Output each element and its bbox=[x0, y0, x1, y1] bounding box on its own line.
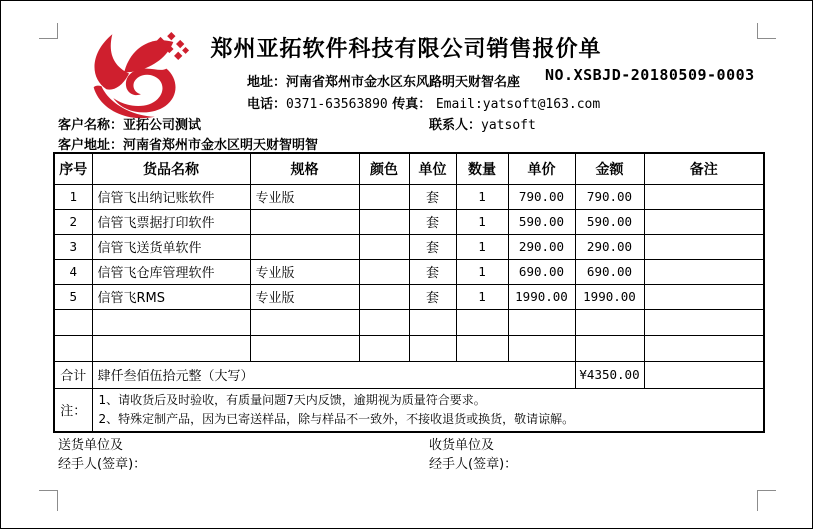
cell-price: 790.00 bbox=[508, 184, 575, 209]
address-label: 地址： bbox=[247, 75, 287, 90]
cell-amount: 790.00 bbox=[575, 184, 644, 209]
phone-label: 电话： bbox=[247, 97, 287, 112]
cell-unit: 套 bbox=[409, 234, 456, 259]
cell-qty: 1 bbox=[456, 184, 508, 209]
total-row bbox=[54, 361, 764, 388]
cell-name: 信管飞仓库管理软件 bbox=[92, 259, 250, 284]
cell-spec: 专业版 bbox=[250, 184, 359, 209]
notes-row bbox=[54, 388, 764, 432]
table-row-empty bbox=[54, 309, 764, 335]
company-phone-line bbox=[247, 93, 600, 112]
address-value: 河南省郑州市金水区东风路明天财智名座 bbox=[286, 75, 521, 90]
cell-spec bbox=[250, 234, 359, 259]
col-header-price: 单价 bbox=[508, 153, 575, 184]
cell-unit: 套 bbox=[409, 284, 456, 309]
sender-handler-label: 经手人(签章)： bbox=[58, 456, 147, 472]
cell-amount bbox=[575, 335, 644, 361]
cell-amount bbox=[575, 309, 644, 335]
email-value: Email:yatsoft@163.com bbox=[435, 97, 601, 112]
cell-remark bbox=[644, 234, 764, 259]
table-header-row bbox=[54, 153, 764, 184]
table-row bbox=[54, 259, 764, 284]
contact-value: yatsoft bbox=[481, 118, 536, 133]
table-row bbox=[54, 284, 764, 309]
total-remark bbox=[644, 361, 764, 388]
cell-color bbox=[359, 309, 409, 335]
cell-amount: 1990.00 bbox=[575, 284, 644, 309]
col-header-spec: 规格 bbox=[250, 153, 359, 184]
cell-price: 690.00 bbox=[508, 259, 575, 284]
cell-index: 4 bbox=[54, 259, 92, 284]
total-in-words: 肆仟叁佰伍拾元整（大写） bbox=[92, 361, 575, 388]
sender-signature-block bbox=[58, 437, 146, 475]
col-header-color: 颜色 bbox=[359, 153, 409, 184]
crop-mark-top-left bbox=[39, 23, 58, 39]
cell-color bbox=[359, 335, 409, 361]
cell-qty bbox=[456, 335, 508, 361]
cell-unit bbox=[409, 309, 456, 335]
crop-mark-top-right bbox=[757, 23, 776, 39]
cell-color bbox=[359, 209, 409, 234]
cell-index bbox=[54, 309, 92, 335]
cell-name: 信管飞票据打印软件 bbox=[92, 209, 250, 234]
cell-amount: 290.00 bbox=[575, 234, 644, 259]
cell-price: 290.00 bbox=[508, 234, 575, 259]
receiver-unit-label: 收货单位及 bbox=[429, 438, 495, 453]
cell-name bbox=[92, 309, 250, 335]
cell-name: 信管飞RMS bbox=[92, 284, 250, 309]
cell-color bbox=[359, 184, 409, 209]
cell-remark bbox=[644, 259, 764, 284]
cell-amount: 590.00 bbox=[575, 209, 644, 234]
cell-color bbox=[359, 259, 409, 284]
receiver-signature-block bbox=[429, 437, 517, 475]
receiver-handler-label: 经手人(签章)： bbox=[429, 456, 518, 472]
cell-qty bbox=[456, 309, 508, 335]
document-number: NO.XSBJD-20180509-0003 bbox=[545, 66, 755, 84]
col-header-name: 货品名称 bbox=[92, 153, 250, 184]
items-table bbox=[53, 152, 765, 433]
customer-address-value: 河南省郑州市金水区明天财智明智 bbox=[123, 138, 319, 153]
cell-qty: 1 bbox=[456, 209, 508, 234]
col-header-unit: 单位 bbox=[409, 153, 456, 184]
table-row bbox=[54, 234, 764, 259]
phone-value: 0371-63563890 bbox=[286, 97, 388, 112]
cell-unit: 套 bbox=[409, 184, 456, 209]
customer-name-line bbox=[58, 114, 201, 133]
cell-qty: 1 bbox=[456, 259, 508, 284]
table-row bbox=[54, 209, 764, 234]
customer-name-label: 客户名称： bbox=[58, 118, 124, 133]
fax-label: 传真： bbox=[392, 97, 432, 112]
cell-index: 3 bbox=[54, 234, 92, 259]
cell-spec: 专业版 bbox=[250, 284, 359, 309]
note-line-2: 2、特殊定制产品，因为已寄送样品，除与样品不一致外，不接收退货或换货，敬请谅解。 bbox=[98, 411, 575, 426]
total-label: 合计 bbox=[54, 361, 92, 388]
cell-price bbox=[508, 309, 575, 335]
table-row bbox=[54, 184, 764, 209]
col-header-remark: 备注 bbox=[644, 153, 764, 184]
cell-qty: 1 bbox=[456, 284, 508, 309]
contact-line bbox=[429, 114, 536, 133]
col-header-amount: 金额 bbox=[575, 153, 644, 184]
cell-remark bbox=[644, 335, 764, 361]
customer-address-line bbox=[58, 134, 318, 153]
cell-spec bbox=[250, 209, 359, 234]
crop-mark-bottom-right bbox=[757, 490, 776, 511]
col-header-index: 序号 bbox=[54, 153, 92, 184]
crop-mark-bottom-left bbox=[39, 490, 58, 511]
cell-price: 590.00 bbox=[508, 209, 575, 234]
cell-remark bbox=[644, 209, 764, 234]
cell-remark bbox=[644, 184, 764, 209]
contact-label: 联系人： bbox=[429, 118, 482, 133]
cell-remark bbox=[644, 284, 764, 309]
cell-name bbox=[92, 335, 250, 361]
cell-unit: 套 bbox=[409, 209, 456, 234]
cell-index: 5 bbox=[54, 284, 92, 309]
document-title: 郑州亚拓软件科技有限公司销售报价单 bbox=[210, 37, 602, 62]
notes-cell bbox=[92, 388, 764, 432]
col-header-qty: 数量 bbox=[456, 153, 508, 184]
cell-name: 信管飞出纳记账软件 bbox=[92, 184, 250, 209]
cell-index: 2 bbox=[54, 209, 92, 234]
total-amount: ¥4350.00 bbox=[575, 361, 644, 388]
cell-index: 1 bbox=[54, 184, 92, 209]
customer-address-label: 客户地址： bbox=[58, 138, 124, 153]
logo-bird-shape bbox=[94, 32, 189, 118]
customer-name-value: 亚拓公司测试 bbox=[123, 118, 202, 133]
company-logo-icon bbox=[73, 28, 191, 122]
cell-spec bbox=[250, 309, 359, 335]
company-address-line bbox=[247, 71, 520, 90]
cell-unit: 套 bbox=[409, 259, 456, 284]
note-label: 注： bbox=[54, 388, 92, 432]
cell-spec bbox=[250, 335, 359, 361]
cell-name: 信管飞送货单软件 bbox=[92, 234, 250, 259]
cell-price: 1990.00 bbox=[508, 284, 575, 309]
cell-price bbox=[508, 335, 575, 361]
sender-unit-label: 送货单位及 bbox=[58, 438, 124, 453]
note-line-1: 1、请收货后及时验收，有质量问题7天内反馈，逾期视为质量符合要求。 bbox=[98, 392, 486, 407]
cell-color bbox=[359, 234, 409, 259]
cell-index bbox=[54, 335, 92, 361]
cell-unit bbox=[409, 335, 456, 361]
cell-amount: 690.00 bbox=[575, 259, 644, 284]
cell-qty: 1 bbox=[456, 234, 508, 259]
table-row-empty bbox=[54, 335, 764, 361]
cell-remark bbox=[644, 309, 764, 335]
cell-spec: 专业版 bbox=[250, 259, 359, 284]
cell-color bbox=[359, 284, 409, 309]
